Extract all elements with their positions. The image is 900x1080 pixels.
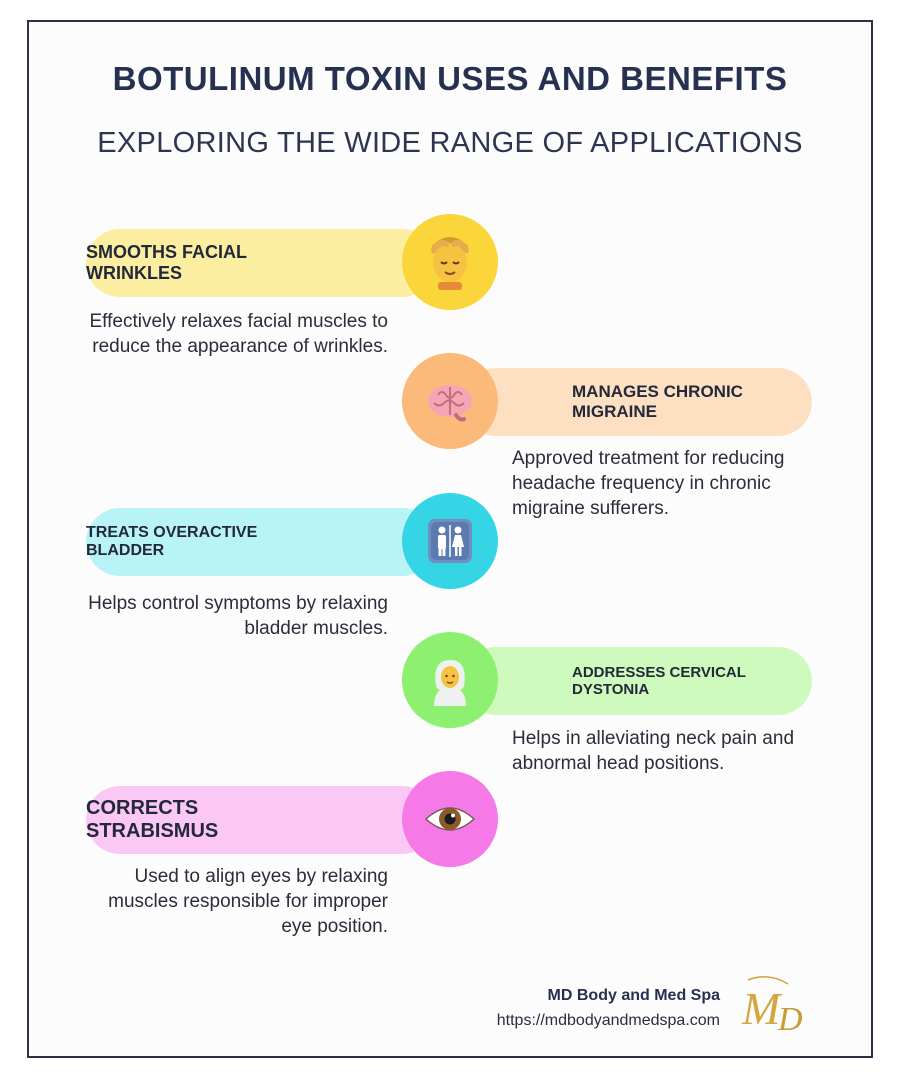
item-description: Used to align eyes by relaxing muscles responsible for improper eye position. bbox=[108, 866, 388, 937]
item-pill-dystonia bbox=[462, 647, 812, 715]
face-massage-icon bbox=[420, 232, 480, 292]
item-circle-bladder bbox=[402, 493, 498, 589]
brand-url[interactable]: https://mdbodyandmedspa.com bbox=[496, 1012, 720, 1029]
eye-icon bbox=[420, 789, 480, 849]
item-pill-bladder bbox=[86, 508, 436, 576]
item-description: Approved treatment for reducing headache frequency in chronic migraine sufferers. bbox=[512, 448, 785, 519]
item-pill-strabismus bbox=[86, 786, 436, 854]
restroom-icon bbox=[422, 513, 478, 569]
item-label: TREATS OVERACTIVE BLADDER bbox=[86, 524, 258, 559]
item-pill-wrinkles bbox=[86, 229, 436, 297]
person-icon bbox=[422, 652, 478, 708]
item-description: Effectively relaxes facial muscles to reduce the appearance of wrinkles. bbox=[89, 311, 388, 357]
item-label: ADDRESSES CERVICAL DYSTONIA bbox=[572, 664, 746, 698]
item-circle-migraine bbox=[402, 353, 498, 449]
brand-logo bbox=[740, 972, 810, 1042]
logo-letters-m: M bbox=[742, 983, 781, 1034]
item-circle-strabismus bbox=[402, 771, 498, 867]
logo-letters-d: D bbox=[778, 1001, 803, 1038]
item-description: Helps in alleviating neck pain and abnormal head positions. bbox=[512, 728, 795, 774]
item-label: SMOOTHS FACIAL WRINKLES bbox=[86, 242, 247, 283]
item-label: CORRECTS STRABISMUS bbox=[86, 797, 219, 842]
page-subtitle: EXPLORING THE WIDE RANGE OF APPLICATIONS bbox=[97, 127, 803, 159]
brain-icon bbox=[420, 371, 480, 431]
item-label: MANAGES CHRONIC MIGRAINE bbox=[572, 382, 743, 421]
item-circle-wrinkles bbox=[402, 214, 498, 310]
page-title: BOTULINUM TOXIN USES AND BENEFITS bbox=[112, 60, 788, 97]
brand-name: MD Body and Med Spa bbox=[547, 987, 720, 1004]
item-description: Helps control symptoms by relaxing bladder muscles. bbox=[88, 593, 388, 639]
item-circle-dystonia bbox=[402, 632, 498, 728]
item-pill-migraine bbox=[462, 368, 812, 436]
